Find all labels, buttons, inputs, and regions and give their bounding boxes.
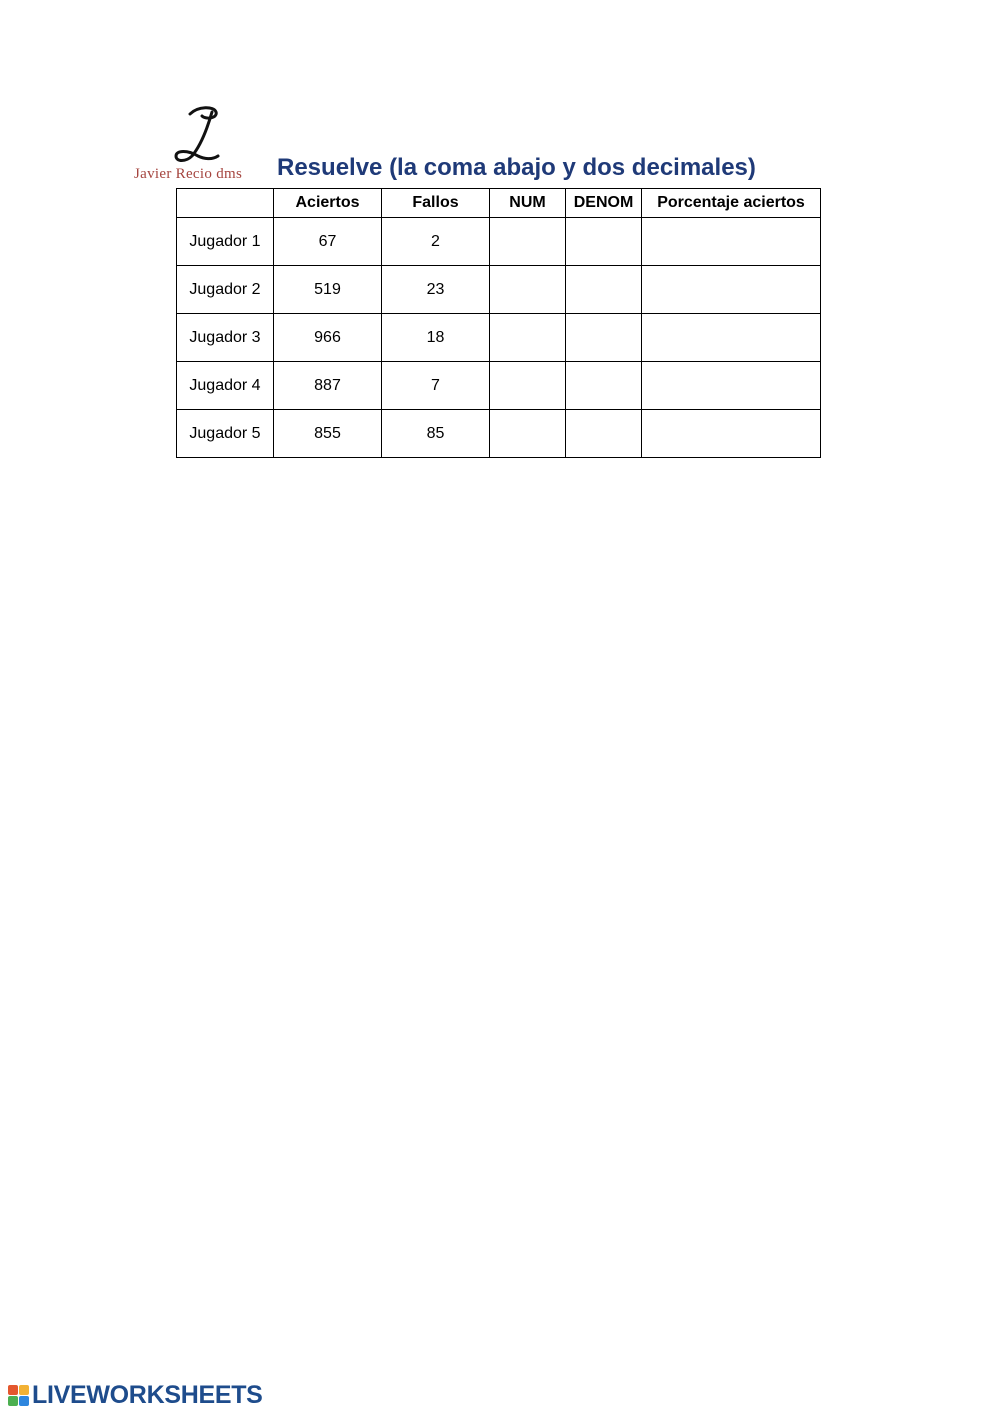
- fallos-cell: 23: [382, 266, 490, 314]
- denom-answer-field[interactable]: [566, 314, 642, 362]
- player-label: Jugador 2: [177, 266, 274, 314]
- table-header-row: [177, 189, 821, 218]
- fallos-cell: 18: [382, 314, 490, 362]
- logo-monogram-icon: [168, 104, 224, 166]
- logo-square-red: [8, 1385, 18, 1395]
- table-row: [177, 410, 821, 458]
- num-answer-field[interactable]: [490, 314, 566, 362]
- table-row: [177, 362, 821, 410]
- player-label: Jugador 5: [177, 410, 274, 458]
- brand-name: LIVEWORKSHEETS: [32, 1381, 263, 1409]
- num-answer-field[interactable]: [490, 218, 566, 266]
- header-aciertos: Aciertos: [274, 189, 382, 218]
- header-empty: [177, 189, 274, 218]
- porcentaje-answer-field[interactable]: [642, 266, 821, 314]
- num-answer-field[interactable]: [490, 410, 566, 458]
- denom-answer-field[interactable]: [566, 266, 642, 314]
- aciertos-cell: 966: [274, 314, 382, 362]
- porcentaje-answer-field[interactable]: [642, 362, 821, 410]
- page-title: Resuelve (la coma abajo y dos decimales): [277, 154, 756, 181]
- table-row: [177, 314, 821, 362]
- aciertos-cell: 67: [274, 218, 382, 266]
- porcentaje-answer-field[interactable]: [642, 410, 821, 458]
- table-row: [177, 266, 821, 314]
- liveworksheets-logo-icon: [8, 1385, 29, 1406]
- footer-brand: [8, 1381, 263, 1410]
- logo-name: Javier Recio dms: [134, 166, 243, 182]
- player-label: Jugador 1: [177, 218, 274, 266]
- results-table: [176, 188, 821, 458]
- aciertos-cell: 855: [274, 410, 382, 458]
- fallos-cell: 7: [382, 362, 490, 410]
- table-row: [177, 218, 821, 266]
- header-fallos: Fallos: [382, 189, 490, 218]
- logo-square-green: [8, 1396, 18, 1406]
- fallos-cell: 85: [382, 410, 490, 458]
- denom-answer-field[interactable]: [566, 218, 642, 266]
- num-answer-field[interactable]: [490, 362, 566, 410]
- aciertos-cell: 887: [274, 362, 382, 410]
- fallos-cell: 2: [382, 218, 490, 266]
- header-porcentaje: Porcentaje aciertos: [642, 189, 821, 218]
- header-num: NUM: [490, 189, 566, 218]
- num-answer-field[interactable]: [490, 266, 566, 314]
- logo: [132, 104, 262, 184]
- player-label: Jugador 4: [177, 362, 274, 410]
- denom-answer-field[interactable]: [566, 362, 642, 410]
- aciertos-cell: 519: [274, 266, 382, 314]
- porcentaje-answer-field[interactable]: [642, 314, 821, 362]
- player-label: Jugador 3: [177, 314, 274, 362]
- header-denom: DENOM: [566, 189, 642, 218]
- denom-answer-field[interactable]: [566, 410, 642, 458]
- porcentaje-answer-field[interactable]: [642, 218, 821, 266]
- logo-square-yellow: [19, 1385, 29, 1395]
- logo-square-blue: [19, 1396, 29, 1406]
